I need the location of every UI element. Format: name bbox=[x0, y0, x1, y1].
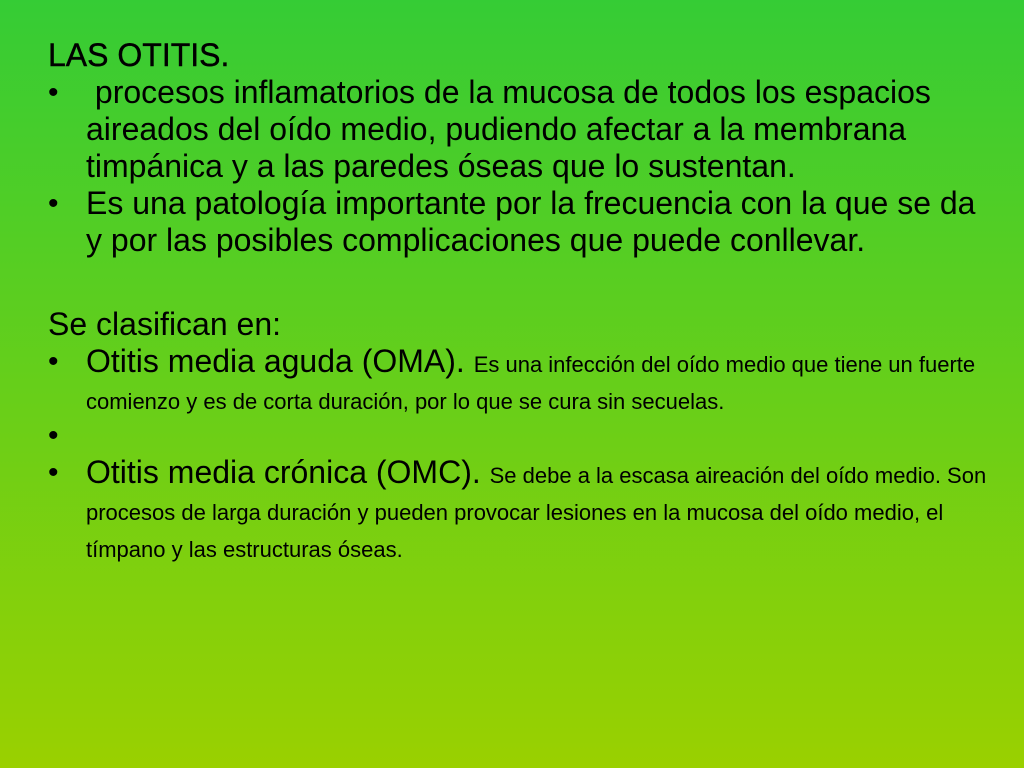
type-entry bbox=[86, 343, 988, 417]
bullet-icon: • bbox=[48, 187, 59, 220]
bullet-icon: • bbox=[48, 456, 59, 489]
type-name: Otitis media aguda (OMA). bbox=[86, 343, 474, 379]
type-description: Es una infección del oído medio que tiene un fuerte comienzo y es de corta duración, por lo que se cura sin secuelas. bbox=[86, 352, 976, 414]
list-item bbox=[48, 74, 988, 185]
spacer bbox=[48, 259, 988, 306]
bullet-icon: • bbox=[48, 419, 59, 452]
list-item bbox=[48, 343, 988, 417]
bullet-icon: • bbox=[48, 76, 59, 109]
type-name: Otitis media crónica (OMC). bbox=[86, 454, 490, 490]
type-entry-empty bbox=[86, 417, 988, 454]
type-entry bbox=[86, 454, 988, 565]
intro-bullet-text: Es una patología importante por la frecuencia con la que se da y por las posibles complicaciones que puede conllevar. bbox=[86, 185, 976, 258]
list-item bbox=[48, 185, 988, 259]
slide-content bbox=[48, 36, 988, 565]
bullet-icon: • bbox=[48, 345, 59, 378]
type-description: Se debe a la escasa aireación del oído medio. Son procesos de larga duración y pueden provocar lesiones en la mucosa del oído medio, el tímpano y las estructuras óseas. bbox=[86, 463, 987, 562]
intro-bullet-text: procesos inflamatorios de la mucosa de todos los espacios aireados del oído medio, pudiendo afectar a la membrana timpánica y a las paredes óseas que lo sustentan. bbox=[86, 74, 940, 184]
list-item bbox=[48, 454, 988, 565]
slide-title: LAS OTITIS. bbox=[48, 37, 230, 73]
list-item bbox=[48, 417, 988, 454]
classification-heading: Se clasifican en: bbox=[48, 306, 282, 342]
